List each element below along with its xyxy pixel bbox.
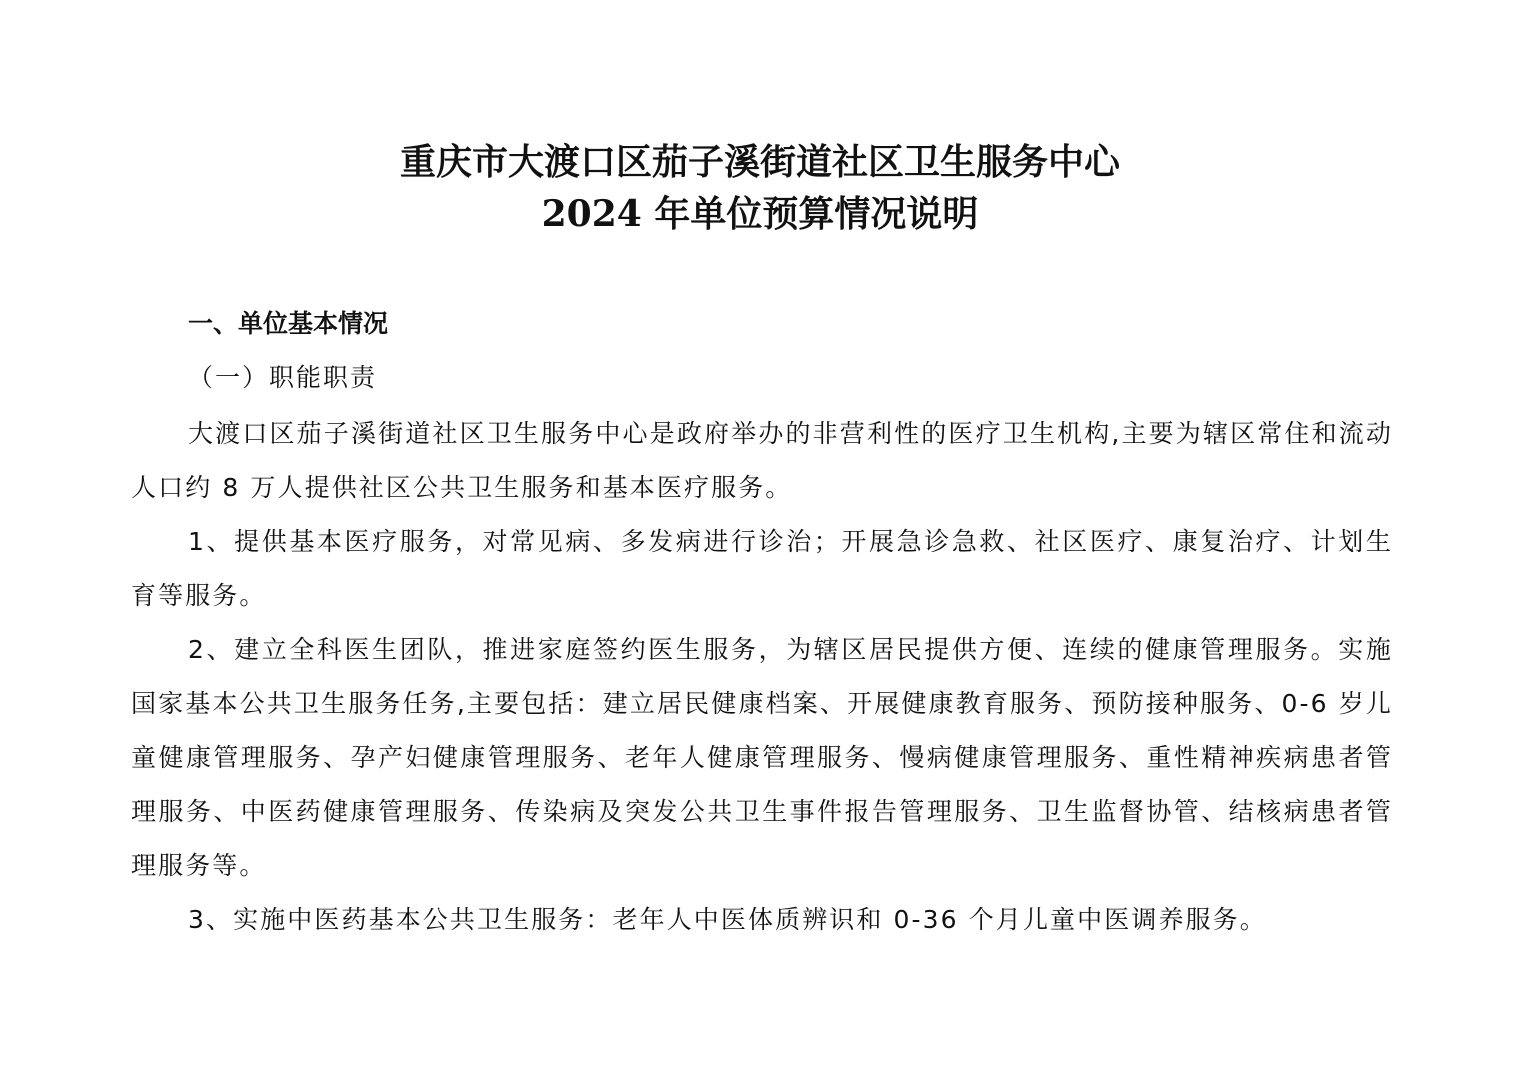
paragraph-intro: 大渡口区茄子溪街道社区卫生服务中心是政府举办的非营利性的医疗卫生机构,主要为辖区常住和流动人口约 8 万人提供社区公共卫生服务和基本医疗服务。 [131, 419, 1393, 502]
paragraph-item-1: 1、提供基本医疗服务，对常见病、多发病进行诊治；开展急诊急救、社区医疗、康复治疗、计划生育等服务。 [131, 527, 1393, 610]
document-title-line2: 2024 年单位预算情况说明 [541, 193, 979, 235]
paragraph-item-3: 3、实施中医药基本公共卫生服务：老年人中医体质辨识和 0-36 个月儿童中医调养服务。 [188, 905, 1267, 934]
subsection-heading-duties: （一）职能职责 [188, 363, 378, 392]
paragraph-item-2: 2、建立全科医生团队，推进家庭签约医生服务，为辖区居民提供方便、连续的健康管理服务。实施国家基本公共卫生服务任务,主要包括：建立居民健康档案、开展健康教育服务、预防接种服务、0-6 岁儿童健康管理服务、孕产妇健康管理服务、老年人健康管理服务、慢病健康管理服务、重性精神疾病患者管理服务、中医药健康管理服务、传染病及突发公共卫生事件报告管理服务、卫生监督协管、结核病患者管理服务等。 [131, 635, 1393, 880]
document-title-line1: 重庆市大渡口区茄子溪街道社区卫生服务中心 [399, 141, 1120, 183]
section-heading-basic-info: 一、单位基本情况 [188, 309, 389, 338]
